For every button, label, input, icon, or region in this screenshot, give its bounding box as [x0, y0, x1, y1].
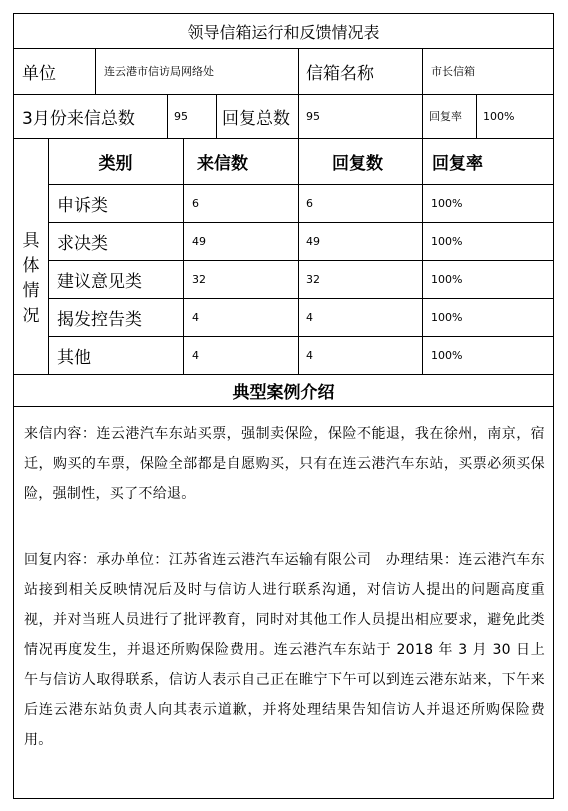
letter-content: 来信内容：连云港汽车东站买票，强制卖保险，保险不能退，我在徐州，南京，宿迁，购买的车票，保险全部都是自愿购买，只有在连云港汽车东站，买票必须买保险，强制性，买了不给退。: [24, 426, 545, 502]
mailbox-label: 信箱名称: [306, 63, 374, 84]
col-divider: [422, 138, 423, 374]
detail-side-label: [14, 184, 48, 374]
row-rate: 100%: [431, 196, 463, 210]
row-category: 其他: [57, 347, 91, 368]
row-received: 6: [192, 196, 199, 210]
row-category: 建议意见类: [57, 271, 142, 292]
row-replied: 32: [306, 272, 320, 286]
col-divider: [422, 94, 423, 138]
col-divider: [167, 94, 168, 138]
reply-content: 回复内容：承办单位：江苏省连云港汽车运输有限公司 办理结果：连云港汽车东站接到相关反映情况后及时与信访人进行联系沟通，对信访人提出的问题高度重视，并对当班人员进行了批评教育，同时对其他工作人员提出相应要求，避免此类情况再度发生，并退还所购保险费用。连云港汽车东站于 2018 年 3 月 30 日上午与信访人取得联系，信访人表示自己正在睢宁下午可以到连云港东站来，下午来后连云港东站负责人向其表示道歉，并将处理结果告知信访人并退还所购保险费用。: [24, 552, 545, 748]
row-rate: 100%: [431, 272, 463, 286]
total-received-label: 3月份来信总数: [22, 108, 135, 129]
row-rate: 100%: [431, 348, 463, 362]
row-received: 4: [192, 348, 199, 362]
row-received: 4: [192, 310, 199, 324]
row-category: 求决类: [57, 233, 108, 254]
row-received: 32: [192, 272, 206, 286]
table-title: 领导信箱运行和反馈情况表: [187, 22, 380, 42]
row-replied: 4: [306, 348, 313, 362]
row-rate: 100%: [431, 310, 463, 324]
col-divider: [298, 48, 299, 94]
row-replied: 4: [306, 310, 313, 324]
col-divider: [216, 94, 217, 138]
total-replied-label: 回复总数: [222, 108, 290, 129]
unit-label: 单位: [22, 63, 56, 84]
detail-label-char: 具: [22, 231, 40, 251]
reply-rate-value: 100%: [483, 109, 515, 123]
total-received-value: 95: [174, 109, 188, 123]
column-header-rate: 回复率: [432, 153, 483, 174]
col-divider: [183, 138, 184, 374]
row-replied: 6: [306, 196, 313, 210]
row-rate: 100%: [431, 234, 463, 248]
detail-label-char: 情: [22, 281, 40, 301]
reply-rate-label: 回复率: [429, 110, 462, 123]
row-divider: [14, 406, 553, 407]
row-replied: 49: [306, 234, 320, 248]
row-received: 49: [192, 234, 206, 248]
column-header-replied: 回复数: [332, 153, 383, 174]
col-divider: [422, 48, 423, 94]
mailbox-value: 市长信箱: [431, 65, 475, 78]
col-divider: [298, 94, 299, 138]
detail-label-char: 体: [22, 256, 40, 276]
column-header-received: 来信数: [197, 153, 248, 174]
case-heading: 典型案例介绍: [232, 382, 335, 403]
total-replied-value: 95: [306, 109, 320, 123]
detail-label-char: 况: [22, 306, 40, 326]
feedback-table: [13, 13, 554, 799]
unit-value: 连云港市信访局网络处: [104, 65, 214, 78]
col-divider: [298, 138, 299, 374]
column-header-category: 类别: [98, 153, 133, 174]
col-divider: [95, 48, 96, 94]
col-divider: [476, 94, 477, 138]
row-category: 揭发控告类: [57, 309, 142, 330]
row-category: 申诉类: [57, 195, 108, 216]
